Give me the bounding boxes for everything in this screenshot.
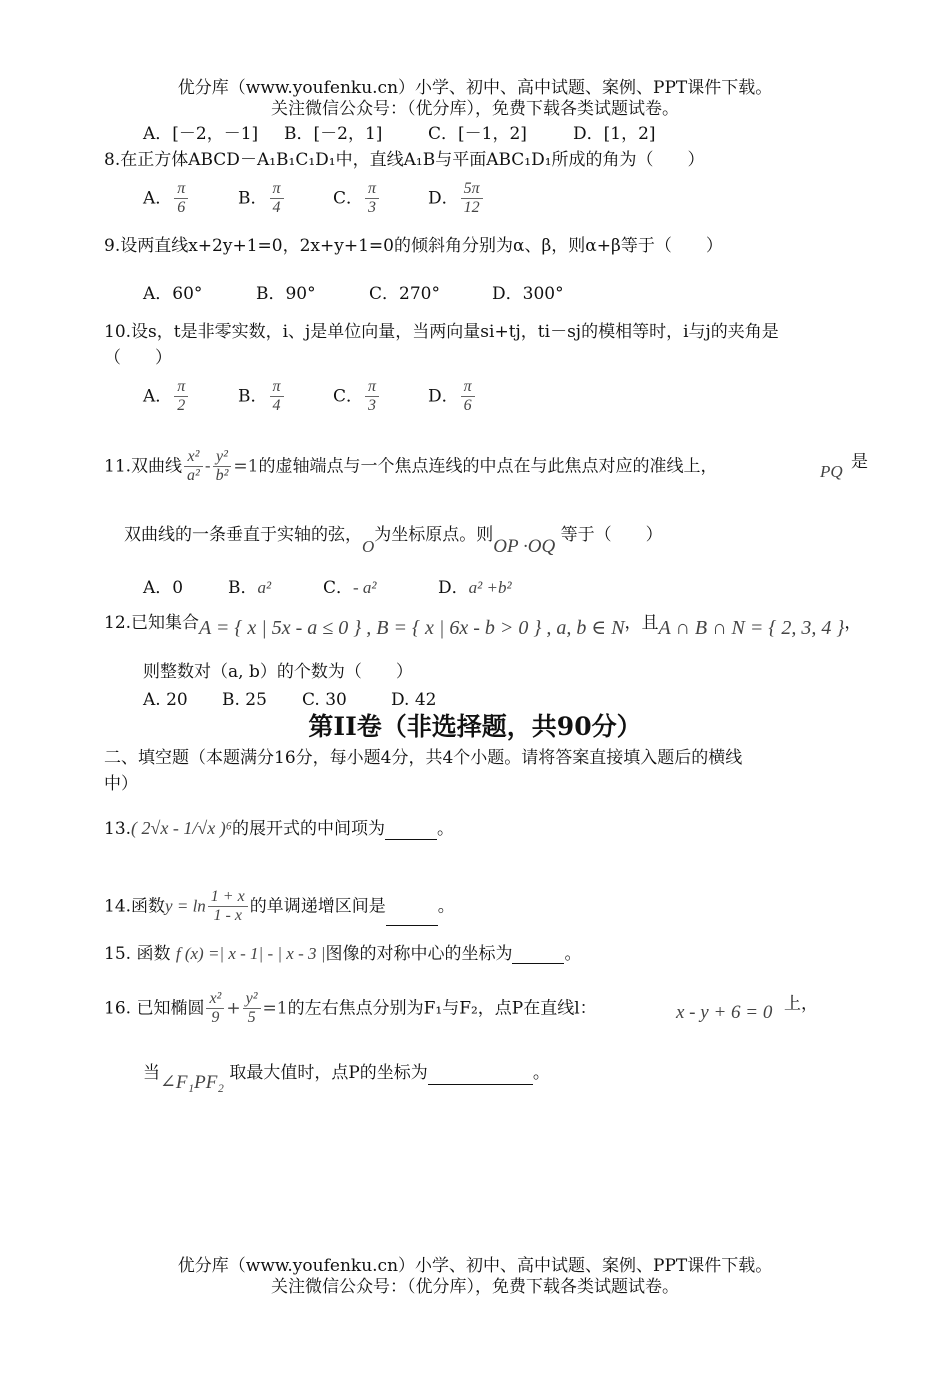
q15: 15. 函数 f (x) =| x - 1| - | x - 3 |图像的对称中心的坐标为 。	[104, 944, 582, 964]
q16-answer-blank[interactable]	[428, 1066, 533, 1085]
q12-line-2: 则整数对（a, b）的个数为（ ）	[143, 662, 413, 682]
q16-tail: 上，	[784, 994, 818, 1014]
q12-option-a: A. 20	[143, 690, 188, 710]
q11-option-b: B．a²	[228, 578, 272, 598]
q7-option-d: D．[1，2]	[573, 124, 656, 144]
q12-option-d: D. 42	[391, 690, 437, 710]
q7-option-a: A．[－2，－1]	[143, 124, 259, 144]
header-line-1: 优分库（www.youfenku.cn）小学、初中、高中试题、案例、PPT课件下载。	[177, 78, 773, 98]
q10-option-d: D． $\frac{\pi}{6}$	[428, 378, 477, 416]
q8-option-d: D． $\frac{5\pi}{12}$	[428, 180, 485, 218]
q11-line-1: 11.双曲线 $\frac{\text{x²}}{\text{a²}}$ - $\frac{\text{y²}}{\text{b²}}$ =1的虚轴端点与一个焦点连线的中点在与此焦点对应的准线上，	[104, 448, 718, 485]
q16-line-equation: x - y + 6 = 0	[676, 1002, 773, 1023]
q15-answer-blank[interactable]	[512, 945, 564, 964]
q12-option-c: C. 30	[302, 690, 347, 710]
q8-option-b: B． $\frac{\pi}{4}$	[238, 180, 286, 218]
part2-intro-2: 中）	[104, 774, 138, 794]
q14: 14.函数y = ln $\frac{1 + x}{1 - x}$ 的单调递增区间是 。	[104, 888, 455, 925]
q11-pq: PQ	[820, 462, 843, 481]
q16-line-2: 当∠F₁PF₂ 取最大值时，点P的坐标为 。	[143, 1063, 550, 1093]
q9-stem: 9.设两直线x+2y+1=0，2x+y+1=0的倾斜角分别为α、β，则α+β等于（ ）	[104, 236, 723, 256]
q13-answer-blank[interactable]	[385, 821, 437, 840]
header-line-2: 关注微信公众号：（优分库），免费下载各类试题试卷。	[271, 99, 679, 119]
q11-option-c: C．- a²	[323, 578, 377, 598]
q12-option-b: B. 25	[222, 690, 267, 710]
q8-option-c: C． $\frac{\pi}{3}$	[333, 180, 381, 218]
q7-option-b: B．[－2，1]	[284, 124, 383, 144]
q9-option-d: D．300°	[492, 284, 564, 304]
q10-option-a: A． $\frac{\pi}{2}$	[143, 378, 190, 416]
part2-intro-1: 二、填空题（本题满分16分，每小题4分，共4个小题。请将答案直接填入题后的横线	[104, 748, 743, 768]
q8-option-a: A． $\frac{\pi}{6}$	[143, 180, 190, 218]
q7-option-c: C．[－1，2]	[428, 124, 527, 144]
q14-answer-blank[interactable]	[386, 907, 438, 926]
q12-line-1: 12.已知集合A = { x | 5x - a ≤ 0 } , B = { x | 6x - b > 0 } , a, b ∈ N，且A ∩ B ∩ N = { 2, 3, 4 }，	[104, 613, 862, 639]
q9-option-b: B．90°	[256, 284, 316, 304]
q11-option-a: A．0	[143, 578, 184, 598]
q10-option-b: B． $\frac{\pi}{4}$	[238, 378, 286, 416]
part2-title: 第II卷（非选择题，共90分）	[308, 712, 642, 741]
q13: 13.( 2√x - 1/√x )⁶的展开式的中间项为 。	[104, 818, 455, 839]
q16-line-1: 16. 已知椭圆 $\frac{\text{x²}}{9}$ + $\frac{\text{y²}}{5}$ =1的左右焦点分别为F₁与F₂，点P在直线l：	[104, 990, 597, 1027]
footer-line-1: 优分库（www.youfenku.cn）小学、初中、高中试题、案例、PPT课件下载。	[177, 1256, 773, 1276]
footer-line-2: 关注微信公众号：（优分库），免费下载各类试题试卷。	[271, 1277, 679, 1297]
q9-option-c: C．270°	[369, 284, 440, 304]
q10-paren: （ ）	[104, 348, 172, 368]
q11-option-d: D．a² +b²	[438, 578, 512, 598]
q11-line-2: 双曲线的一条垂直于实轴的弦，O为坐标原点。则OP ·OQ 等于（ ）	[124, 525, 663, 557]
q8-stem: 8.在正方体ABCD－A₁B₁C₁D₁中，直线A₁B与平面ABC₁D₁所成的角为（ ）	[104, 150, 705, 170]
q11-tail: 是	[851, 452, 868, 472]
q10-stem: 10.设s，t是非零实数，i、j是单位向量，当两向量si+tj，ti－sj的模相等时，i与j的夹角是	[104, 322, 779, 342]
q9-option-a: A．60°	[143, 284, 203, 304]
q10-option-c: C． $\frac{\pi}{3}$	[333, 378, 381, 416]
